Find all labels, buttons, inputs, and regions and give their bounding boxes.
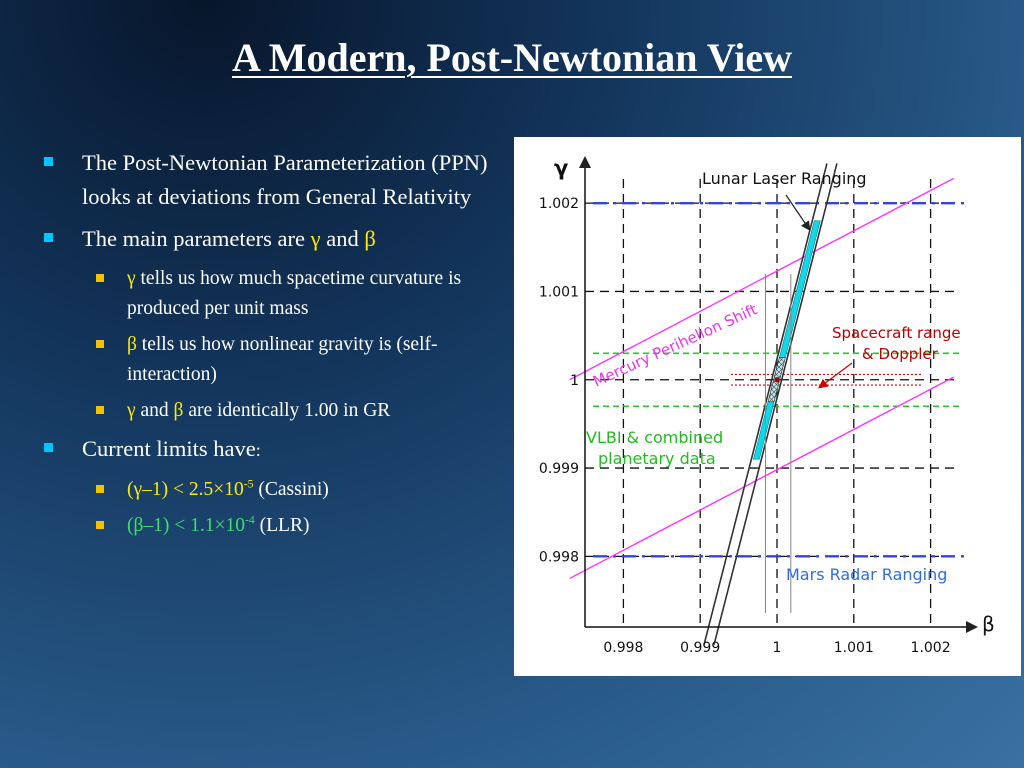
sub-bullet-marker: [96, 274, 104, 282]
limits-colon: :: [255, 440, 261, 460]
x-axis-label: β: [982, 612, 995, 636]
y-tick-label: 1.001: [538, 284, 579, 301]
and-word: and: [135, 400, 174, 421]
ppn-chart: [514, 137, 1021, 676]
beta-symbol: β: [364, 226, 376, 251]
identical-text: are identically 1.00 in GR: [183, 400, 391, 421]
gamma-symbol: γ: [127, 268, 136, 289]
sub-bullet-marker: [96, 521, 104, 529]
sub-bullet-marker: [96, 485, 104, 493]
sub-bullet-gamma-limit: [44, 475, 504, 505]
x-tick-label: 0.999: [680, 640, 721, 656]
llr-arrow: [786, 195, 809, 229]
bullet-marker: [44, 443, 53, 452]
tick-labels: [539, 196, 951, 656]
and-word: and: [320, 226, 365, 251]
sub-bullet-marker: [96, 406, 104, 414]
beta-limit-source: (LLR): [254, 515, 310, 536]
limits-text: Current limits have: [82, 436, 256, 461]
sub-bullet-marker: [96, 340, 104, 348]
beta-description: tells us how nonlinear gravity is (self-interaction): [127, 334, 438, 385]
mercury-band-lower: [570, 377, 954, 578]
gamma-limit-expr: (γ–1) < 2.5×10: [127, 479, 244, 500]
x-tick-label: 1: [772, 640, 782, 656]
beta-limit-expr: (β–1) < 1.1×10: [127, 515, 246, 536]
x-tick-label: 1.001: [833, 640, 874, 656]
bullet-ppn: [44, 146, 504, 214]
params-prefix: The main parameters are: [82, 226, 311, 251]
y-tick-label: 1: [570, 372, 579, 389]
gamma-symbol: γ: [127, 400, 136, 421]
bullet-parameters: [44, 222, 504, 256]
gamma-limit-source: (Cassini): [253, 479, 329, 500]
bullet-ppn-text: The Post-Newtonian Parameterization (PPN) looks at deviations from General Relativity: [82, 150, 488, 209]
sub-bullet-gamma: [44, 264, 504, 324]
gamma-limit-exponent: -5: [243, 477, 254, 491]
ppn-constraint-figure: [514, 137, 1021, 676]
bullet-marker: [44, 233, 53, 242]
llr-label: Lunar Laser Ranging: [702, 169, 867, 188]
sub-bullet-beta-limit: [44, 511, 504, 541]
y-tick-label: 0.999: [538, 461, 579, 478]
y-tick-label: 0.998: [538, 549, 579, 566]
spacecraft-label-line1: Spacecraft range: [832, 324, 961, 342]
sub-bullet-beta: [44, 330, 504, 390]
vlbi-label-line1: VLBI & combined: [586, 428, 724, 447]
vlbi-label-line2: planetary data: [598, 449, 716, 468]
mercury-label: Mercury Perihelion Shift: [590, 300, 760, 391]
y-tick-label: 1.002: [538, 196, 579, 213]
y-axis-label: γ: [554, 156, 569, 180]
slide-title: A Modern, Post-Newtonian View: [232, 35, 792, 80]
gamma-description: tells us how much spacetime curvature is produced per unit mass: [127, 268, 462, 319]
bullet-marker: [44, 157, 53, 166]
bullet-list: [44, 146, 504, 547]
mars-label: Mars Radar Ranging: [786, 565, 948, 584]
beta-symbol: β: [127, 334, 137, 355]
x-tick-label: 0.998: [603, 640, 644, 656]
gr-point: [774, 377, 779, 382]
spacecraft-label-line2: & Doppler: [862, 345, 938, 363]
llr-allowed-region: [753, 221, 820, 459]
sub-bullet-identical: [44, 396, 504, 426]
beta-limit-exponent: -4: [245, 513, 255, 527]
x-tick-label: 1.002: [910, 640, 951, 656]
beta-symbol: β: [173, 400, 184, 421]
bullet-limits: [44, 432, 504, 467]
gamma-symbol: γ: [310, 226, 321, 251]
